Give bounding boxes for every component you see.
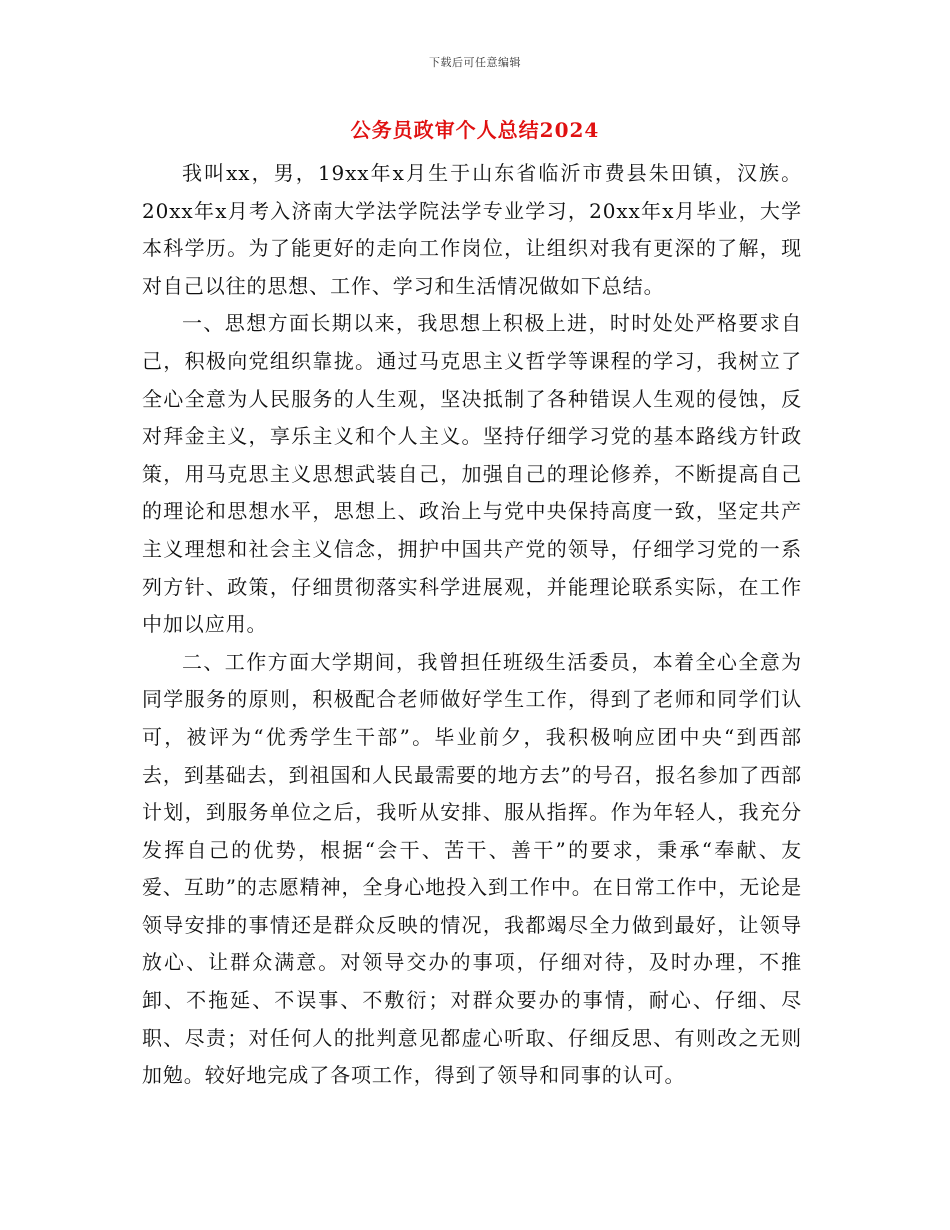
- document-title: 公务员政审个人总结2024: [350, 118, 600, 142]
- paragraph-intro: 我叫xx，男，19xx年x月生于山东省临沂市费县朱田镇，汉族。20xx年x月考入济南大学法学院法学专业学习，20xx年x月毕业，大学本科学历。为了能更好的走向工作岗位，让组织对我有更深的了解，现对自己以往的思想、工作、学习和生活情况做如下总结。: [142, 161, 802, 298]
- paragraph-thought: 一、思想方面长期以来，我思想上积极上进，时时处处严格要求自己，积极向党组织靠拢。通过马克思主义哲学等课程的学习，我树立了全心全意为人民服务的人生观，坚决抵制了各种错误人生观的侵蚀，反对拜金主义，享乐主义和个人主义。坚持仔细学习党的基本路线方针政策，用马克思主义思想武装自己，加强自己的理论修养，不断提高自己的理论和思想水平，思想上、政治上与党中央保持高度一致，坚定共产主义理想和社会主义信念，拥护中国共产党的领导，仔细学习党的一系列方针、政策，仔细贯彻落实科学进展观，并能理论联系实际，在工作中加以应用。: [142, 311, 802, 637]
- document-body: [142, 155, 802, 1095]
- header-note: 下载后可任意编辑: [429, 56, 521, 69]
- paragraph-work: 二、工作方面大学期间，我曾担任班级生活委员，本着全心全意为同学服务的原则，积极配合老师做好学生工作，得到了老师和同学们认可，被评为“优秀学生干部”。毕业前夕，我积极响应团中央“到西部去，到基础去，到祖国和人民最需要的地方去”的号召，报名参加了西部计划，到服务单位之后，我听从安排、服从指挥。作为年轻人，我充分发挥自己的优势，根据“会干、苦干、善干”的要求，秉承“奉献、友爱、互助”的志愿精神，全身心地投入到工作中。在日常工作中，无论是领导安排的事情还是群众反映的情况，我都竭尽全力做到最好，让领导放心、让群众满意。对领导交办的事项，仔细对待，及时办理，不推卸、不拖延、不误事、不敷衍；对群众要办的事情，耐心、仔细、尽职、尽责；对任何人的批判意见都虚心听取、仔细反思、有则改之无则加勉。较好地完成了各项工作，得到了领导和同事的认可。: [142, 649, 802, 1088]
